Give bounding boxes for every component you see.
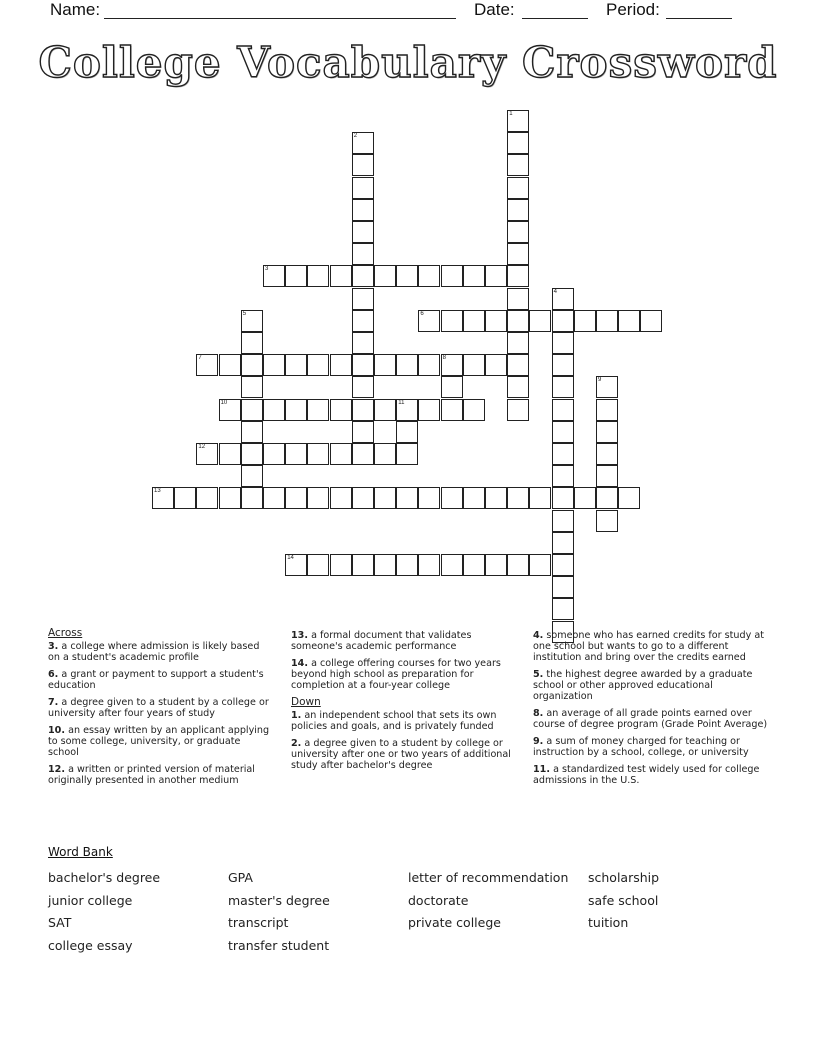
- crossword-cell[interactable]: [241, 310, 263, 332]
- crossword-cell[interactable]: [441, 310, 463, 332]
- clue-down-1: 1. an independent school that sets its own policies and goals, and is privately funded: [291, 710, 497, 732]
- crossword-cell[interactable]: [507, 132, 529, 154]
- crossword-cell[interactable]: [330, 554, 352, 576]
- crossword-cell[interactable]: [196, 354, 218, 376]
- crossword-cell[interactable]: [596, 421, 618, 443]
- crossword-cell[interactable]: [374, 487, 396, 509]
- crossword-cell[interactable]: [330, 487, 352, 509]
- crossword-cell[interactable]: [241, 421, 263, 443]
- crossword-cell[interactable]: [374, 554, 396, 576]
- clue-across-6: 6. a grant or payment to support a student's education: [48, 669, 264, 691]
- crossword-cell[interactable]: [330, 399, 352, 421]
- crossword-cell[interactable]: [330, 354, 352, 376]
- crossword-cell[interactable]: [219, 354, 241, 376]
- crossword-cell[interactable]: [352, 177, 374, 199]
- name-label: Name:: [50, 0, 101, 19]
- crossword-cell[interactable]: [463, 354, 485, 376]
- crossword-cell[interactable]: [241, 332, 263, 354]
- crossword-cell[interactable]: [463, 310, 485, 332]
- crossword-cell[interactable]: [352, 199, 374, 221]
- crossword-cell[interactable]: [307, 443, 329, 465]
- crossword-cell[interactable]: [507, 177, 529, 199]
- clue-number: 7: [198, 355, 202, 362]
- crossword-cell[interactable]: [441, 354, 463, 376]
- clue-across-3: 3. a college where admission is likely based on a student's academic profile: [48, 641, 260, 663]
- crossword-cell[interactable]: [507, 376, 529, 398]
- crossword-cell[interactable]: [552, 576, 574, 598]
- crossword-cell[interactable]: [552, 421, 574, 443]
- date-label: Date:: [474, 0, 515, 19]
- word-bank-item: transcript: [228, 915, 289, 930]
- word-bank-item: doctorate: [408, 893, 469, 908]
- clue-number: 1: [509, 111, 513, 117]
- crossword-cell[interactable]: [552, 554, 574, 576]
- crossword-cell[interactable]: [507, 221, 529, 243]
- crossword-cell[interactable]: [263, 399, 285, 421]
- crossword-cell[interactable]: [507, 487, 529, 509]
- crossword-cell[interactable]: [241, 465, 263, 487]
- crossword-cell[interactable]: [352, 288, 374, 310]
- crossword-cell[interactable]: [219, 443, 241, 465]
- clue-across-7: 7. a degree given to a student by a college or university after four years of study: [48, 697, 269, 719]
- crossword-cell[interactable]: [396, 421, 418, 443]
- crossword-cell[interactable]: [396, 354, 418, 376]
- clue-across-14: 14. a college offering courses for two years beyond high school as preparation for completion at a four-year college: [291, 658, 501, 691]
- crossword-cell[interactable]: [507, 354, 529, 376]
- word-bank-item: bachelor's degree: [48, 870, 161, 885]
- crossword-cell[interactable]: [596, 310, 618, 332]
- crossword-cell[interactable]: [418, 354, 440, 376]
- word-bank-item: private college: [408, 915, 501, 930]
- crossword-cell[interactable]: [574, 487, 596, 509]
- crossword-cell[interactable]: [263, 487, 285, 509]
- crossword-cell[interactable]: [396, 554, 418, 576]
- crossword-cell[interactable]: [352, 265, 374, 287]
- crossword-cell[interactable]: [485, 310, 507, 332]
- clue-number: 14: [287, 555, 294, 561]
- word-bank-item: transfer student: [228, 938, 330, 953]
- crossword-cell[interactable]: [507, 554, 529, 576]
- crossword-cell[interactable]: [441, 265, 463, 287]
- crossword-cell[interactable]: [241, 354, 263, 376]
- crossword-cell[interactable]: [618, 310, 640, 332]
- crossword-cell[interactable]: [241, 399, 263, 421]
- crossword-cell[interactable]: [241, 487, 263, 509]
- crossword-cell[interactable]: [285, 443, 307, 465]
- crossword-cell[interactable]: [552, 443, 574, 465]
- crossword-cell[interactable]: [507, 199, 529, 221]
- crossword-cell[interactable]: [352, 221, 374, 243]
- word-bank-item: GPA: [228, 870, 253, 885]
- crossword-cell[interactable]: [285, 487, 307, 509]
- crossword-cell[interactable]: [285, 265, 307, 287]
- crossword-cell[interactable]: [596, 465, 618, 487]
- crossword-cell[interactable]: [552, 288, 574, 310]
- crossword-cell[interactable]: [374, 443, 396, 465]
- crossword-cell[interactable]: [307, 354, 329, 376]
- crossword-cell[interactable]: [352, 554, 374, 576]
- crossword-cell[interactable]: [352, 443, 374, 465]
- clue-down-5: 5. the highest degree awarded by a graduate school or other approved educational organization: [533, 669, 753, 702]
- crossword-cell[interactable]: [529, 554, 551, 576]
- crossword-cell[interactable]: [441, 554, 463, 576]
- down-heading: Down: [291, 696, 321, 708]
- word-bank-item: junior college: [48, 893, 133, 908]
- clue-column-3: [533, 630, 768, 792]
- crossword-cell[interactable]: [352, 399, 374, 421]
- crossword-cell[interactable]: [285, 399, 307, 421]
- crossword-cell[interactable]: [219, 487, 241, 509]
- crossword-cell[interactable]: [396, 487, 418, 509]
- crossword-cell[interactable]: [374, 399, 396, 421]
- clue-number: 11: [398, 399, 405, 406]
- crossword-cell[interactable]: [352, 376, 374, 398]
- clue-down-4: 4. someone who has earned credits for study at one school but wants to go to a different institution and bring over the credits earned: [533, 630, 764, 663]
- crossword-cell[interactable]: [352, 487, 374, 509]
- clue-down-2: 2. a degree given to a student by college or university after one or two years of additional study after bachelor's degree: [291, 738, 511, 771]
- crossword-cell[interactable]: [507, 243, 529, 265]
- crossword-cell[interactable]: [396, 443, 418, 465]
- crossword-cell[interactable]: [374, 354, 396, 376]
- crossword-cell[interactable]: [330, 443, 352, 465]
- crossword-cell[interactable]: [507, 332, 529, 354]
- crossword-cell[interactable]: [485, 354, 507, 376]
- clue-across-10: 10. an essay written by an applicant applying to some college, university, or graduate school: [48, 725, 270, 758]
- period-label: Period:: [606, 0, 660, 19]
- crossword-cell[interactable]: [285, 354, 307, 376]
- crossword-cell[interactable]: [352, 154, 374, 176]
- crossword-cell[interactable]: [441, 399, 463, 421]
- crossword-cell[interactable]: [552, 399, 574, 421]
- word-bank-item: master's degree: [228, 893, 330, 908]
- clue-number: 5: [242, 310, 247, 317]
- crossword-cell[interactable]: [507, 154, 529, 176]
- word-bank-item: SAT: [48, 915, 72, 930]
- crossword-cell[interactable]: [507, 310, 529, 332]
- word-bank-heading: Word Bank: [48, 845, 113, 859]
- clue-number: 10: [220, 399, 228, 406]
- crossword-cell[interactable]: [596, 510, 618, 532]
- crossword-cell[interactable]: [418, 310, 440, 332]
- crossword-cell[interactable]: [640, 310, 662, 332]
- crossword-cell[interactable]: [552, 310, 574, 332]
- crossword-cell[interactable]: [552, 487, 574, 509]
- crossword-cell[interactable]: [241, 376, 263, 398]
- word-bank-item: tuition: [588, 915, 629, 930]
- clue-across-13: 13. a formal document that validates someone's academic performance: [291, 630, 472, 652]
- crossword-cell[interactable]: [507, 265, 529, 287]
- crossword-cell[interactable]: [374, 265, 396, 287]
- crossword-cell[interactable]: [596, 376, 618, 398]
- crossword-cell[interactable]: [463, 399, 485, 421]
- clue-number: 4: [553, 288, 557, 295]
- crossword-cell[interactable]: [507, 399, 529, 421]
- crossword-cell[interactable]: [396, 399, 418, 421]
- crossword-cell[interactable]: [263, 443, 285, 465]
- crossword-cell[interactable]: [552, 465, 574, 487]
- crossword-cell[interactable]: [330, 265, 352, 287]
- crossword-cell[interactable]: [441, 376, 463, 398]
- crossword-cell[interactable]: [529, 487, 551, 509]
- crossword-cell[interactable]: [507, 288, 529, 310]
- crossword-cell[interactable]: [352, 354, 374, 376]
- crossword-cell[interactable]: [552, 376, 574, 398]
- clue-number: 12: [198, 444, 206, 450]
- clue-number: 8: [442, 355, 446, 362]
- crossword-cell[interactable]: [307, 554, 329, 576]
- word-bank-item: safe school: [588, 893, 659, 908]
- crossword-cell[interactable]: [352, 243, 374, 265]
- crossword-cell[interactable]: [463, 265, 485, 287]
- crossword-cell[interactable]: [418, 487, 440, 509]
- crossword-cell[interactable]: [552, 532, 574, 554]
- crossword-cell[interactable]: [596, 487, 618, 509]
- clue-down-9: 9. a sum of money charged for teaching or instruction by a school, college, or university: [533, 736, 749, 758]
- crossword-cell[interactable]: [307, 487, 329, 509]
- word-bank-item: college essay: [48, 938, 133, 953]
- crossword-cell[interactable]: [396, 265, 418, 287]
- crossword-cell[interactable]: [152, 487, 174, 509]
- crossword-cell[interactable]: [485, 265, 507, 287]
- crossword-cell[interactable]: [352, 421, 374, 443]
- crossword-cell[interactable]: [307, 265, 329, 287]
- crossword-cell[interactable]: [463, 554, 485, 576]
- word-bank-item: letter of recommendation: [408, 870, 569, 885]
- crossword-cell[interactable]: [352, 332, 374, 354]
- crossword-cell[interactable]: [441, 487, 463, 509]
- clue-down-8: 8. an average of all grade points earned over course of degree program (Grade Point Average): [533, 708, 768, 730]
- crossword-cell[interactable]: [552, 598, 574, 620]
- clue-column-1: [48, 628, 273, 792]
- clue-column-2: [291, 630, 516, 777]
- crossword-cell[interactable]: [418, 554, 440, 576]
- clue-number: 2: [353, 133, 358, 140]
- crossword-cell[interactable]: [196, 443, 218, 465]
- crossword-cell[interactable]: [574, 310, 596, 332]
- crossword-cell[interactable]: [596, 399, 618, 421]
- across-heading: Across: [48, 627, 83, 639]
- crossword-cell[interactable]: [352, 132, 374, 154]
- crossword-cell[interactable]: [418, 265, 440, 287]
- clue-across-12: 12. a written or printed version of material originally presented in another medium: [48, 764, 255, 786]
- page-title: College Vocabulary Crossword: [38, 38, 778, 87]
- word-bank-item: scholarship: [588, 870, 660, 885]
- clue-number: 6: [420, 310, 424, 317]
- crossword-cell[interactable]: [263, 354, 285, 376]
- crossword-cell[interactable]: [263, 265, 285, 287]
- crossword-cell[interactable]: [285, 554, 307, 576]
- crossword-cell[interactable]: [418, 399, 440, 421]
- crossword-cell[interactable]: [174, 487, 196, 509]
- crossword-cell[interactable]: [352, 310, 374, 332]
- clue-number: 13: [154, 488, 161, 495]
- clue-number: 9: [598, 377, 602, 384]
- crossword-cell[interactable]: [463, 487, 485, 509]
- crossword-cell[interactable]: [618, 487, 640, 509]
- crossword-cell[interactable]: [507, 110, 529, 132]
- crossword-cell[interactable]: [596, 443, 618, 465]
- clue-down-11: 11. a standardized test widely used for college admissions in the U.S.: [533, 764, 760, 786]
- crossword-cell[interactable]: [307, 399, 329, 421]
- crossword-cell[interactable]: [552, 332, 574, 354]
- crossword-cell[interactable]: [219, 399, 241, 421]
- clue-number: 3: [265, 266, 269, 273]
- crossword-cell[interactable]: [485, 487, 507, 509]
- crossword-cell[interactable]: [196, 487, 218, 509]
- crossword-cell[interactable]: [552, 510, 574, 532]
- crossword-cell[interactable]: [485, 554, 507, 576]
- crossword-cell[interactable]: [552, 354, 574, 376]
- crossword-cell[interactable]: [529, 310, 551, 332]
- crossword-cell[interactable]: [241, 443, 263, 465]
